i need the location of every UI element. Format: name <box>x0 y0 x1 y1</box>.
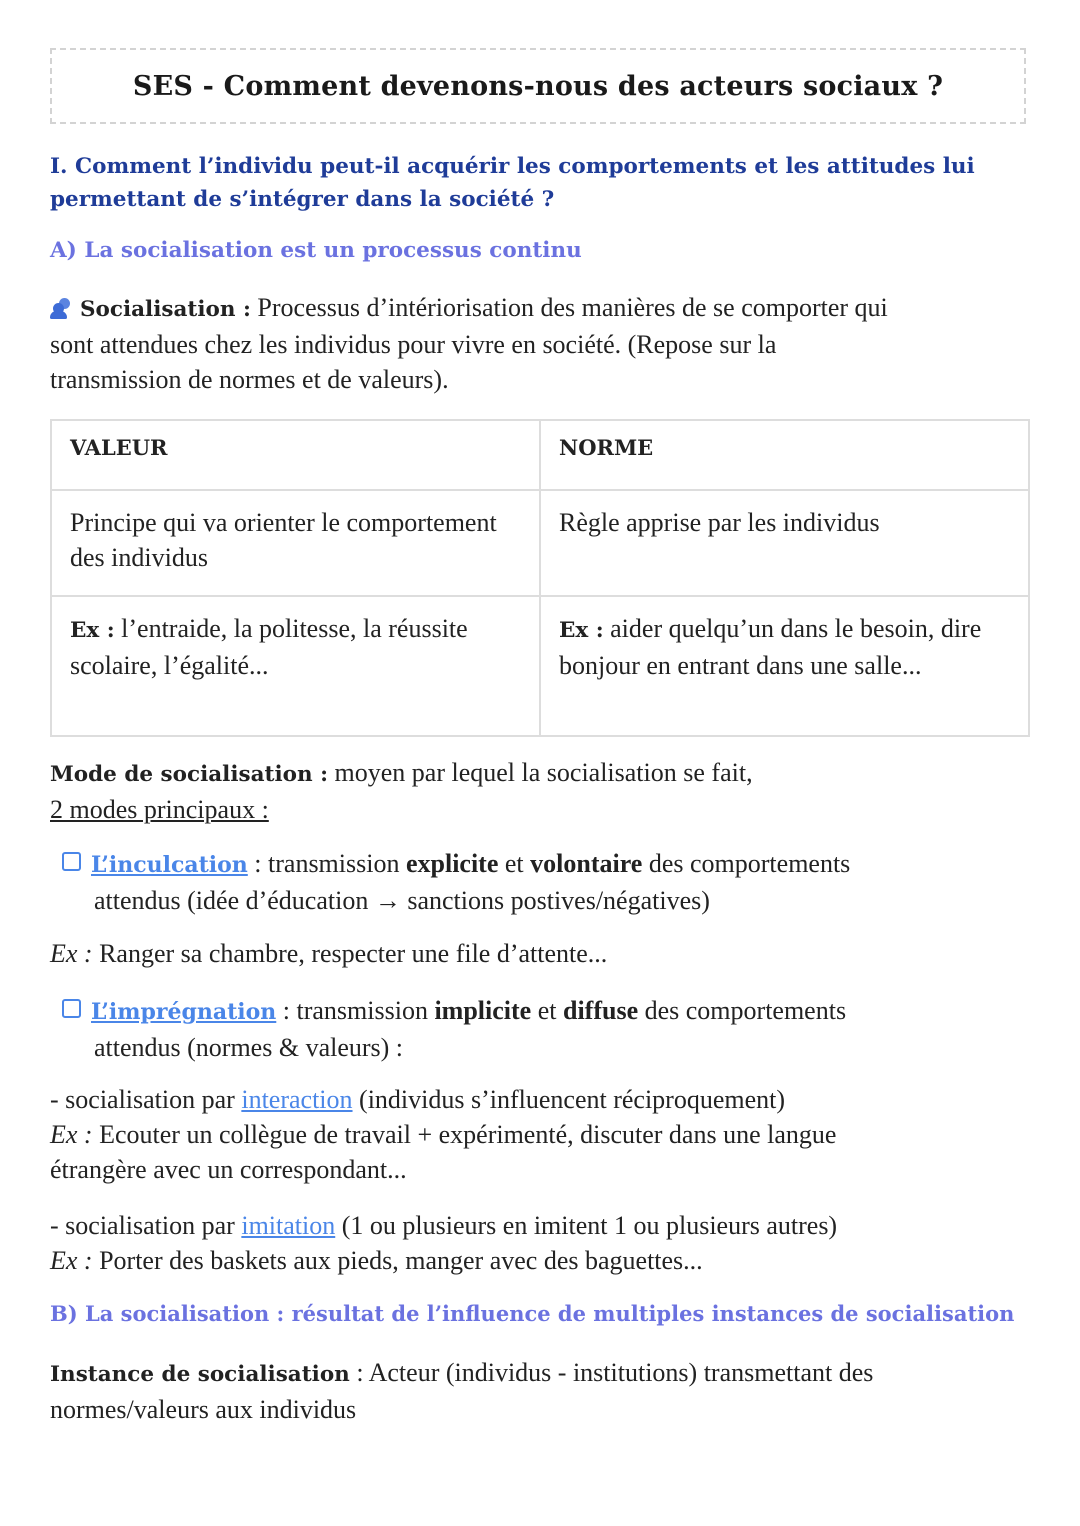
section-1-heading-line-2: permettant de s’intégrer dans la société ? <box>50 187 555 212</box>
table-cell-norme-def: Règle apprise par les individus <box>540 490 1029 596</box>
inculcation-item: L’inculcation : transmission explicite et volontaire des comportements attendus (idée d’éducation → sanctions postives/négatives) <box>62 846 1042 918</box>
inculcation-link[interactable]: L’inculcation <box>91 852 248 878</box>
checkbox-icon[interactable] <box>62 999 81 1018</box>
section-b-heading: B) La socialisation : résultat de l’influence de multiples instances de socialisation <box>50 1301 1015 1326</box>
socialisation-definition <box>50 290 1040 397</box>
table-cell-valeur-ex: Ex : l’entraide, la politesse, la réussite scolaire, l’égalité... <box>51 596 540 736</box>
imitation-link[interactable]: imitation <box>241 1211 336 1240</box>
interaction-block: - socialisation par interaction (individus s’influencent réciproquement) Ex : Ecouter un collègue de travail + expérimenté, discuter dans une langue étrangère avec un correspondant... <box>50 1085 837 1184</box>
mode-term: Mode de socialisation : <box>50 762 329 787</box>
table-header-norme: NORME <box>540 420 1029 490</box>
instance-definition: Instance de socialisation : Acteur (individus - institutions) transmettant des normes/valeurs aux individus <box>50 1358 874 1424</box>
section-1-heading <box>50 150 1030 216</box>
definition-term: Socialisation : <box>80 297 251 322</box>
impregnation-item: L’imprégnation : transmission implicite et diffuse des comportements attendus (normes & valeurs) : <box>62 993 1042 1065</box>
mode-definition: Mode de socialisation : moyen par lequel la socialisation se fait, 2 modes principaux : <box>50 758 753 824</box>
checkbox-icon[interactable] <box>62 852 81 871</box>
table-cell-norme-ex: Ex : aider quelqu’un dans le besoin, dire bonjour en entrant dans une salle... <box>540 596 1029 736</box>
title-box <box>50 48 1026 124</box>
section-a-heading: A) La socialisation est un processus continu <box>50 238 582 263</box>
instance-term: Instance de socialisation <box>50 1362 350 1387</box>
definition-text-1: Processus d’intériorisation des manières de se comporter qui <box>250 293 888 322</box>
people-icon <box>50 298 76 318</box>
modes-subtitle: 2 modes principaux : <box>50 795 269 824</box>
impregnation-link[interactable]: L’imprégnation <box>91 999 277 1025</box>
section-1-heading-line-1: I. Comment l’individu peut-il acquérir les comportements et les attitudes lui <box>50 154 975 179</box>
page-title: SES - Comment devenons-nous des acteurs sociaux ? <box>132 70 944 102</box>
table-header-valeur: VALEUR <box>51 420 540 490</box>
valeur-norme-table <box>50 419 1030 737</box>
imitation-block: - socialisation par imitation (1 ou plusieurs en imitent 1 ou plusieurs autres) Ex : Porter des baskets aux pieds, manger avec des baguettes... <box>50 1211 838 1275</box>
inculcation-example: Ex : Ranger sa chambre, respecter une file d’attente... <box>50 939 608 968</box>
definition-text-2: sont attendues chez les individus pour vivre en société. (Repose sur la <box>50 330 777 359</box>
table-cell-valeur-def: Principe qui va orienter le comportement des individus <box>51 490 540 596</box>
definition-text-3: transmission de normes et de valeurs). <box>50 365 449 394</box>
interaction-link[interactable]: interaction <box>241 1085 353 1114</box>
